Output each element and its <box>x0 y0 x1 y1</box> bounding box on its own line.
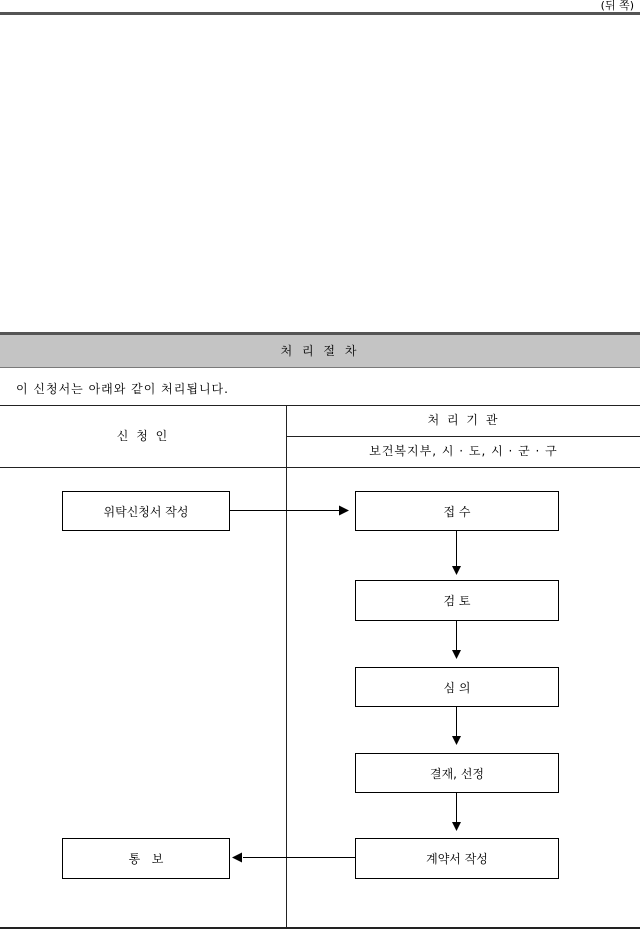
step-contract-label: 계약서 작성 <box>426 852 488 866</box>
step-notify-label: 통 보 <box>128 852 164 866</box>
arrow-application-to-receive <box>230 506 349 516</box>
agency-header: 처 리 기 관 <box>427 413 500 427</box>
step-review-label: 검 토 <box>443 594 471 608</box>
arrow-receive-to-review <box>452 531 461 575</box>
step-application-label: 위탁신청서 작성 <box>103 504 189 519</box>
arrow-review-to-deliberation <box>452 621 461 659</box>
arrow-deliberation-to-approval <box>452 707 461 745</box>
agency-subheader: 보건복지부, 시 · 도, 시 · 군 · 구 <box>369 444 558 458</box>
step-approval-label: 결재, 선정 <box>430 766 484 781</box>
step-deliberation-label: 심 의 <box>443 680 471 695</box>
arrow-contract-to-notify <box>232 853 355 863</box>
intro-text: 이 신청서는 아래와 같이 처리됩니다. <box>16 382 229 396</box>
page-label: (뒤 쪽) <box>600 0 634 12</box>
applicant-header: 신 청 인 <box>116 429 170 443</box>
step-receive-label: 접 수 <box>443 504 471 519</box>
arrow-approval-to-contract <box>452 793 461 831</box>
section-title: 처 리 절 차 <box>0 332 640 368</box>
